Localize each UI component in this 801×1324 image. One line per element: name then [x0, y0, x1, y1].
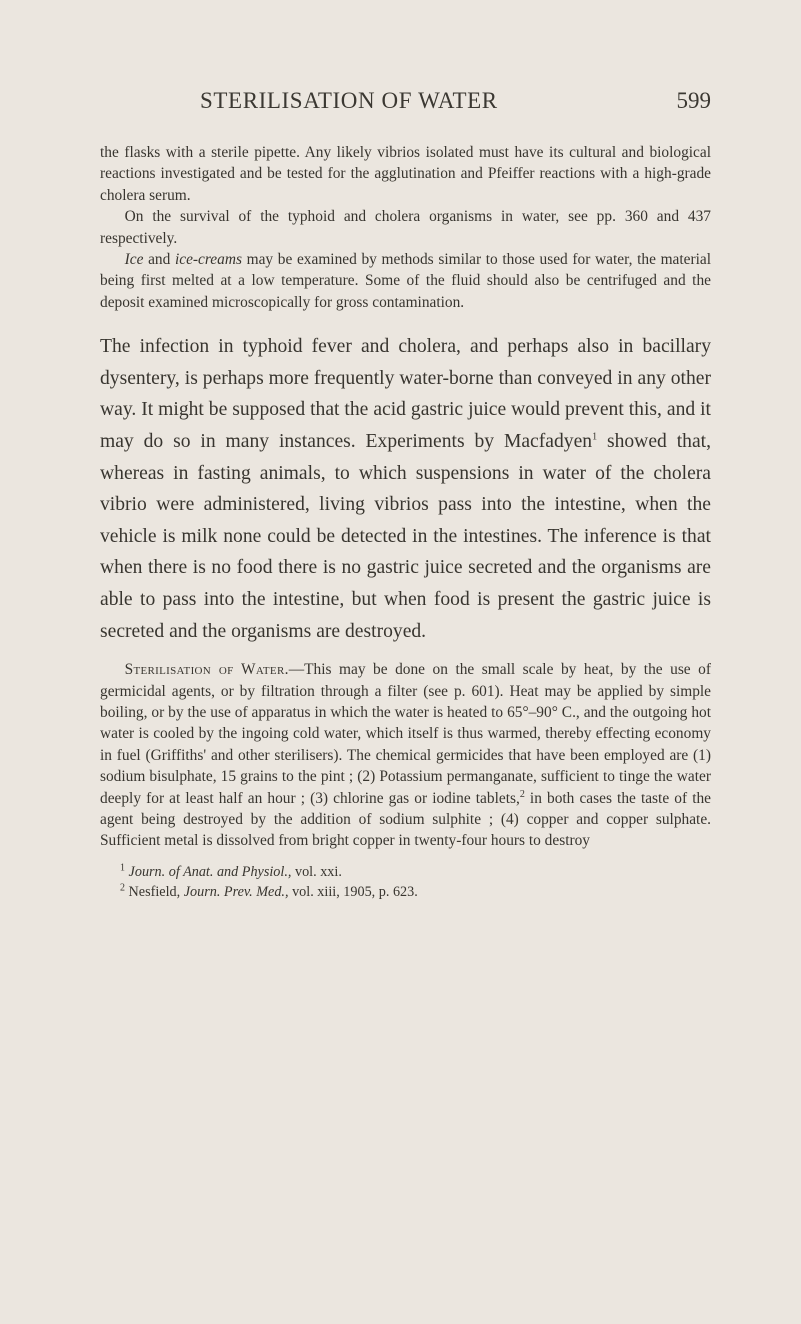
footnote-2: [100, 882, 711, 902]
infection-text-after: showed that, whereas in fasting animals, to which suspensions in water of the cholera vibrio were administered, living vibrios pass into the intestine, when the vehicle is milk none could be detected in the intestines. The inference is that when there is no food there is no gastric juice secreted and the organisms are able to pass into the intestine, but when food is present the gastric juice is secreted and the organisms are destroyed.: [100, 431, 711, 642]
paragraph-sterilisation: [100, 659, 711, 852]
running-title: STERILISATION OF WATER: [200, 88, 498, 113]
running-header: [200, 88, 711, 124]
footnote-2-rest: vol. xiii, 1905, p. 623.: [288, 883, 418, 900]
sterilisation-text-1: —This may be done on the small scale by heat, by the use of germicidal agents, or by filtration through a filter (see p. 601). Heat may be applied by simple boiling, or by the use of apparatus in which the water is heated to 65°–90° C., and the outgoing hot water is cooled by the ingoing cold water, which itself is thus warmed, thereby effecting economy in fuel (Griffiths' and other sterilisers). The chemical germicides that have been employed are (1) sodium bisulphate, 15 grains to the pint ; (2) Potassium permanganate, sufficient to tinge the water deeply for at least half an hour ; (3) chlorine gas or iodine tablets,: [100, 661, 711, 807]
italic-ice: Ice: [124, 251, 144, 269]
footnote-1-journal: Journ. of Anat. and Physiol.,: [128, 863, 292, 880]
page-number: 599: [676, 88, 711, 113]
footnote-ref-1: 1: [592, 431, 598, 443]
footnote-1: [100, 862, 711, 882]
paragraph-infection: [100, 331, 711, 647]
paragraph-survival-reference: On the survival of the typhoid and cholera organisms in water, see pp. 360 and 437 respectively.: [100, 208, 711, 247]
sterilisation-text-2: in both cases the taste of the agent being destroyed by the addition of sodium sulphite ; (4) copper and copper sulphate. Sufficient metal is dissolved from bright copper in twenty-four hours to destroy: [100, 789, 711, 850]
section-heading-sterilisation: Sterilisation of Water.: [124, 661, 289, 679]
footnote-2-journal: Journ. Prev. Med.,: [183, 883, 289, 900]
text-and: and: [143, 251, 175, 269]
footnote-1-rest: vol. xxi.: [291, 863, 342, 880]
paragraph-ice-creams: [100, 249, 711, 313]
text-ice-creams-rest: may be examined by methods similar to those used for water, the material being first melted at a low temperature. Some of the fluid should also be centrifuged and the deposit examined microscopically for gross contamination.: [100, 251, 711, 311]
italic-ice-creams: ice-creams: [174, 251, 242, 269]
footnote-2-author: Nesfield,: [128, 883, 184, 900]
paragraph-flask-testing: the flasks with a sterile pipette. Any likely vibrios isolated must have its cultural and biological reactions investigated and be tested for the agglutination and Pfeiffer reactions with a high-grade cholera serum.: [100, 144, 711, 204]
infection-text-before: The infection in typhoid fever and cholera, and perhaps also in bacillary dysentery, is perhaps more frequently water-borne than conveyed in any other way. It might be supposed that the acid gastric juice would prevent this, and it may do so in many instances. Experiments by Macfadyen: [100, 336, 711, 453]
footnote-mark-2: 2: [120, 882, 125, 894]
footnote-ref-2: 2: [519, 788, 525, 800]
footnote-mark-1: 1: [120, 862, 125, 874]
footnotes: [100, 862, 711, 902]
